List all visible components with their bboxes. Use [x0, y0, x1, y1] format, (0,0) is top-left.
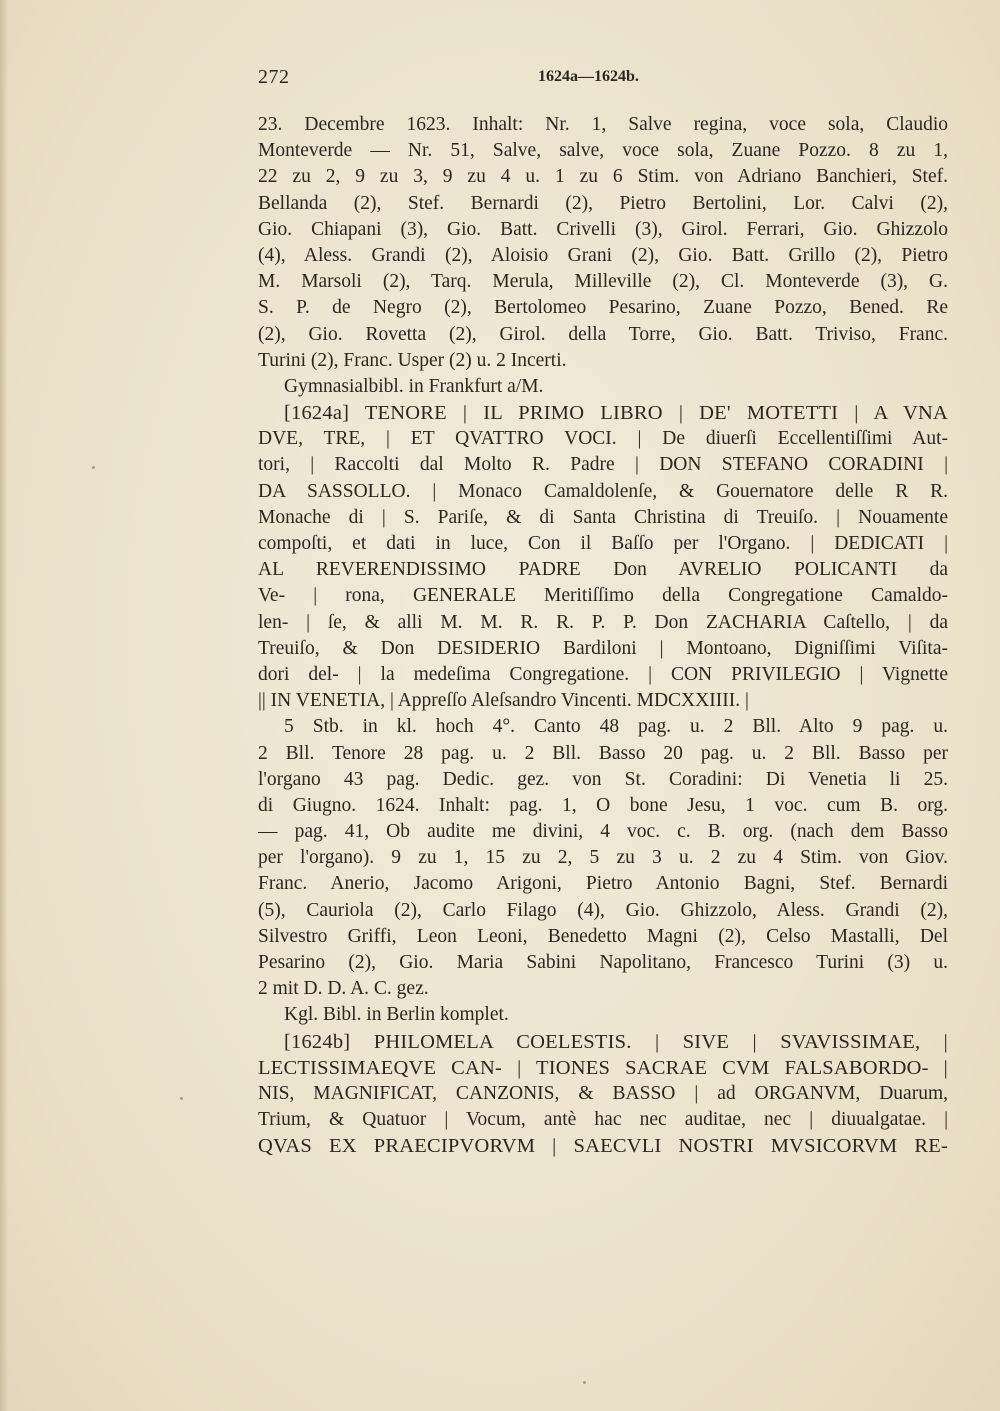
text-line: 2 Bll. Tenore 28 pag. u. 2 Bll. Basso 20 pag. u. 2 Bll. Basso per: [258, 742, 948, 764]
text-line: Ve- | rona, GENERALE Meritiſſimo della Congregatione Camaldo-: [258, 585, 948, 607]
page-number: 272: [258, 66, 290, 88]
text-line: Franc. Anerio, Jacomo Arigoni, Pietro Antonio Bagni, Stef. Bernardi: [258, 873, 948, 895]
text-line: Bellanda (2), Stef. Bernardi (2), Pietro Bertolini, Lor. Calvi (2),: [258, 192, 948, 214]
text-line: Silvestro Griffi, Leon Leoni, Benedetto Magni (2), Celso Mastalli, Del: [258, 925, 948, 947]
text-line: AL REVERENDISSIMO PADRE Don AVRELIO POLICANTI da: [258, 559, 948, 581]
paper-speck: [92, 466, 95, 469]
text-line: Trium, & Quatuor | Vocum, antè hac nec auditae, nec | diuualgatae. |: [258, 1109, 948, 1131]
paper-speck: [583, 1381, 586, 1384]
text-line: per l'organo). 9 zu 1, 15 zu 2, 5 zu 3 u. 2 zu 4 Stim. von Giov.: [258, 847, 948, 869]
running-head: 1624a—1624b.: [538, 68, 639, 85]
text-line: [1624a] TENORE | IL PRIMO LIBRO | DE' MOTETTI | A VNA: [284, 402, 948, 425]
text-line: compoſti, et dati in luce, Con il Baſſo per l'Organo. | DEDICATI |: [258, 533, 948, 554]
text-line: Gio. Chiapani (3), Gio. Batt. Crivelli (3), Girol. Ferrari, Gio. Ghizzolo: [258, 218, 948, 240]
text-line: Monache di | S. Pariſe, & di Santa Christina di Treuiſo. | Nouamente: [258, 506, 948, 528]
text-line: (4), Aless. Grandi (2), Aloisio Grani (2), Gio. Batt. Grillo (2), Pietro: [258, 244, 948, 266]
text-line: (2), Gio. Rovetta (2), Girol. della Torre, Gio. Batt. Triviso, Franc.: [258, 323, 948, 345]
text-line: QVAS EX PRAECIPVORVM | SAECVLI NOSTRI MVSICORVM RE-: [258, 1135, 948, 1158]
text-line: DVE, TRE, | ET QVATTRO VOCI. | De diuerſi Eccellentiſſimi Aut-: [258, 428, 948, 450]
text-line: di Giugno. 1624. Inhalt: pag. 1, O bone Jesu, 1 voc. cum B. org.: [258, 794, 948, 816]
text-line: Treuiſo, & Don DESIDERIO Bardiloni | Montoano, Digniſſimi Viſita-: [258, 637, 948, 659]
text-line: Kgl. Bibl. in Berlin komplet.: [284, 1004, 509, 1026]
paper-speck: [180, 1097, 183, 1100]
text-line: Gymnasialbibl. in Frankfurt a/M.: [284, 375, 544, 397]
text-line: 22 zu 2, 9 zu 3, 9 zu 4 u. 1 zu 6 Stim. von Adriano Banchieri, Stef.: [258, 166, 948, 188]
text-line: 23. Decembre 1623. Inhalt: Nr. 1, Salve regina, voce sola, Claudio: [258, 114, 948, 135]
text-line: dori del- | la medeſima Congregatione. | CON PRIVILEGIO | Vignette: [258, 663, 948, 685]
text-line: l'organo 43 pag. Dedic. gez. von St. Coradini: Di Venetia li 25.: [258, 768, 948, 790]
text-line: Monteverde — Nr. 51, Salve, salve, voce sola, Zuane Pozzo. 8 zu 1,: [258, 140, 948, 162]
text-line: — pag. 41, Ob audite me divini, 4 voc. c. B. org. (nach dem Basso: [258, 821, 948, 843]
text-line: len- | ſe, & alli M. M. R. R. P. P. Don ZACHARIA Caſtello, | da: [258, 611, 948, 633]
text-line: NIS, MAGNIFICAT, CANZONIS, & BASSO | ad ORGANVM, Duarum,: [258, 1082, 948, 1104]
body-text: [258, 112, 948, 1160]
text-line: LECTISSIMAEQVE CAN- | TIONES SACRAE CVM FALSABORDO- |: [258, 1056, 948, 1079]
text-line: Turini (2), Franc. Usper (2) u. 2 Incerti.: [258, 349, 567, 371]
text-line: 2 mit D. D. A. C. gez.: [258, 978, 429, 1000]
page-header: [258, 66, 948, 96]
text-line: || IN VENETIA, | Appreſſo Aleſsandro Vincenti. MDCXXIIII. |: [258, 690, 749, 712]
text-line: DA SASSOLLO. | Monaco Camaldolenſe, & Gouernatore delle R R.: [258, 480, 948, 502]
text-line: Pesarino (2), Gio. Maria Sabini Napolitano, Francesco Turini (3) u.: [258, 952, 948, 973]
text-line: tori, | Raccolti dal Molto R. Padre | DON STEFANO CORADINI |: [258, 454, 948, 476]
text-line: (5), Cauriola (2), Carlo Filago (4), Gio. Ghizzolo, Aless. Grandi (2),: [258, 899, 948, 921]
text-line: S. P. de Negro (2), Bertolomeo Pesarino, Zuane Pozzo, Bened. Re: [258, 297, 948, 319]
text-line: M. Marsoli (2), Tarq. Merula, Milleville (2), Cl. Monteverde (3), G.: [258, 271, 948, 293]
page-edge-shadow: [0, 0, 8, 1411]
text-line: 5 Stb. in kl. hoch 4°. Canto 48 pag. u. 2 Bll. Alto 9 pag. u.: [284, 716, 948, 738]
text-line: [1624b] PHILOMELA COELESTIS. | SIVE | SVAVISSIMAE, |: [284, 1030, 948, 1053]
